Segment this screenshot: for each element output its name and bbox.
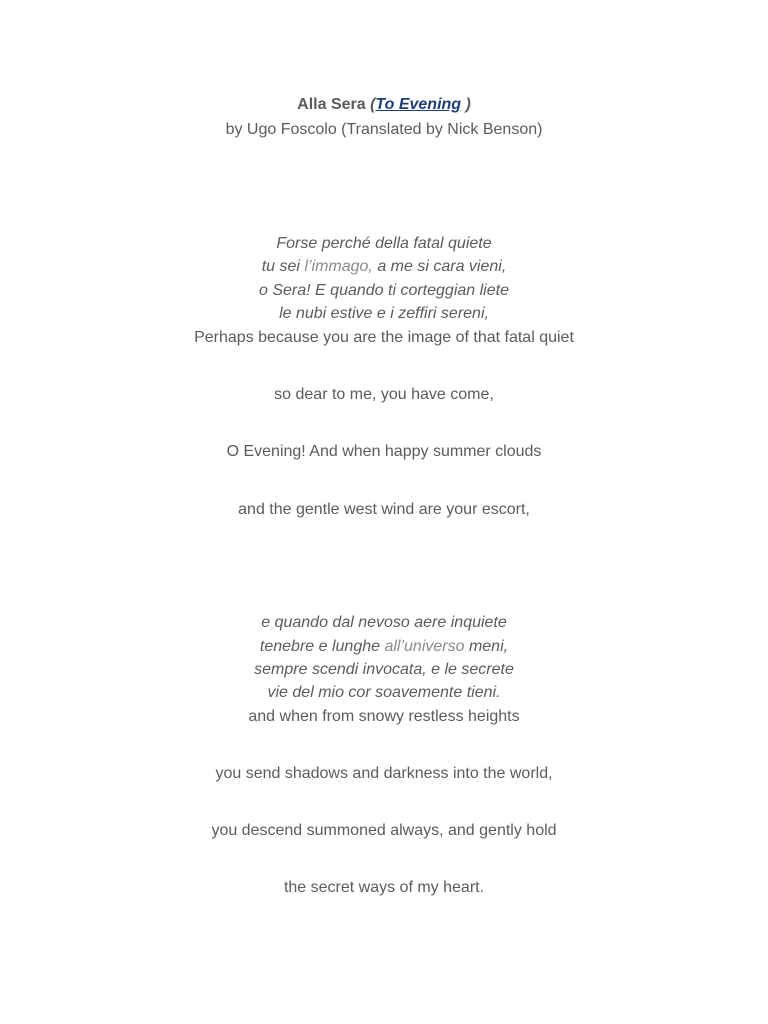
stanza2-english-line4: the secret ways of my heart. (283, 879, 485, 896)
stanza2-l2-part-a: tenebre e lunghe (259, 638, 385, 655)
stanza2-english-line3: you descend summoned always, and gently hold (211, 822, 557, 839)
stanza2-l2-part-c: meni, (464, 638, 509, 655)
stanza1-italian-line1: Forse perché della fatal quiete (276, 235, 492, 252)
byline: by Ugo Foscolo (Translated by Nick Benson) (225, 121, 543, 138)
stanza2-english-line2: you send shadows and darkness into the world, (215, 765, 553, 782)
stanza1-english-line4: and the gentle west wind are your escort, (238, 501, 530, 518)
stanza1-l2-part-a: tu sei (261, 258, 305, 275)
stanza1-italian-line2 (0, 257, 768, 277)
stanza1-italian-line3: o Sera! E quando ti corteggian liete (259, 282, 509, 299)
poem-title (0, 95, 768, 115)
stanza2-l2-part-b: all’universo (384, 638, 465, 655)
stanza1-english-line3: O Evening! And when happy summer clouds (226, 443, 542, 460)
title-italian: Alla Sera (297, 96, 366, 113)
stanza1-italian-line4: le nubi estive e i zeffiri sereni, (279, 305, 489, 322)
title-paren-close: ) (461, 96, 471, 113)
stanza1-english-line2: so dear to me, you have come, (274, 386, 494, 403)
stanza2-italian-line3: sempre scendi invocata, e le secrete (254, 661, 514, 678)
stanza2-italian-line4: vie del mio cor soavemente tieni. (267, 684, 501, 701)
stanza2-italian-line2 (0, 637, 768, 657)
stanza1-l2-part-c: a me si cara vieni, (372, 258, 507, 275)
stanza2-english-line1: and when from snowy restless heights (248, 708, 520, 725)
stanza1-l2-part-b: l’immago, (304, 258, 373, 275)
title-english-link[interactable]: To Evening (375, 96, 462, 113)
stanza2-italian-line1: e quando dal nevoso aere inquiete (261, 614, 507, 631)
title-paren-open: ( (365, 96, 376, 113)
stanza1-english-line1: Perhaps because you are the image of that fatal quiet (194, 329, 574, 346)
